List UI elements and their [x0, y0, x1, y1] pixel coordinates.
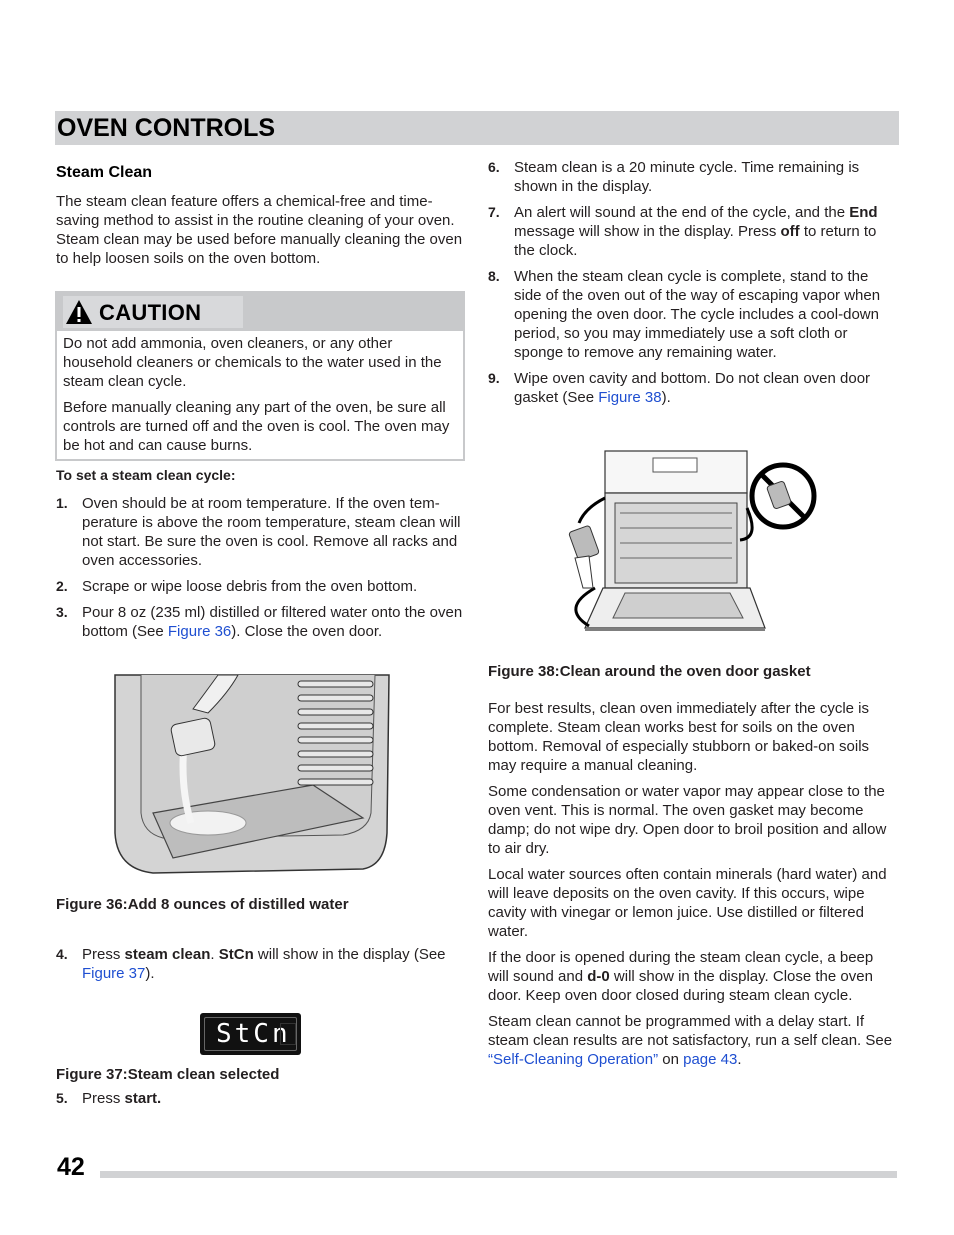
caution-label: CAUTION [99, 299, 202, 325]
display-ghost-digits [280, 1023, 296, 1045]
self-cleaning-link[interactable]: “Self-Cleaning Operation” [488, 1051, 659, 1068]
figure-36-number: Figure 36: [56, 896, 128, 913]
figure-37-link[interactable]: Figure 37 [82, 965, 146, 982]
list-item [488, 369, 898, 407]
figure-36-link[interactable]: Figure 36 [167, 623, 232, 640]
list-item [56, 494, 464, 570]
list-item [56, 577, 464, 596]
paragraph-text: on [658, 1051, 684, 1068]
step-text: An alert will sound at the end of the cycle, and the [514, 204, 850, 221]
steps-list-1 [56, 494, 464, 641]
steps-list-2 [56, 945, 464, 983]
steam-clean-heading: Steam Clean [56, 164, 153, 181]
oven-display [200, 1013, 301, 1055]
step-text: Oven should be at room temperature. If the oven tem-perature is above the room temperature, steam clean will not start. Be sure the oven is cool. Remove all racks and oven accessories. [82, 495, 461, 569]
paragraph-door-opened [488, 948, 898, 1005]
figure-37-caption [56, 1065, 279, 1084]
list-item [56, 945, 464, 983]
stcn-keyword: StCn [218, 946, 254, 963]
figure-37-number: Figure 37: [56, 1066, 128, 1083]
step-text: Pour 8 oz (235 ml) distilled or filtered water onto the oven bottom (See [82, 604, 463, 640]
warning-triangle-icon [65, 298, 93, 326]
step-text: ). Close the oven door. [231, 623, 383, 640]
step-number: 9. [488, 370, 500, 386]
step-number: 1. [56, 495, 68, 511]
list-item [56, 1089, 464, 1108]
page-number: 42 [57, 1153, 85, 1181]
step-text: message will show in the display. Press [514, 223, 781, 240]
step-4-block [56, 945, 464, 990]
end-keyword: End [849, 204, 878, 221]
step-number: 6. [488, 159, 500, 175]
steps-subheading: To set a steam clean cycle: [56, 467, 236, 483]
caution-paragraph-1: Do not add ammonia, oven cleaners, or any other household cleaners or chemicals to the water used in the steam clean cycle. [63, 335, 442, 390]
step-number: 8. [488, 268, 500, 284]
caution-box [55, 291, 465, 461]
step-number: 3. [56, 604, 68, 620]
figure-38-illustration [565, 448, 820, 638]
section-title: OVEN CONTROLS [57, 114, 276, 142]
caution-body [57, 331, 463, 455]
list-item [56, 603, 464, 641]
left-column [56, 163, 464, 275]
figure-36-caption [56, 895, 349, 914]
step-text: Wipe oven cavity and bottom. Do not clean oven door gasket (See [514, 370, 871, 406]
paragraph-condensation: Some condensation or water vapor may appear close to the oven vent. This is normal. The oven gasket may become damp; do not wipe dry. Open door to broil position and allow to air dry. [488, 783, 887, 857]
caution-paragraph-2: Before manually cleaning any part of the oven, be sure all controls are turned off and the oven is cool. The oven may be hot and can cause burns. [63, 399, 450, 454]
step-number: 4. [56, 946, 68, 962]
start-keyword: start. [124, 1090, 162, 1107]
steps-list-3 [56, 1089, 464, 1108]
step-text: ). [145, 965, 155, 982]
step-text: to return to the clock. [514, 223, 877, 259]
section-header [55, 111, 899, 145]
step-text: When the steam clean cycle is complete, stand to the side of the oven out of the way of escaping vapor when opening the oven door. The cycle includes a cool-down period, so you may immediately use a soft cloth or sponge to remove any remaining water. [514, 268, 881, 361]
right-paragraphs [488, 699, 898, 1076]
display-readout: StCn [216, 1019, 291, 1049]
d0-keyword: d-0 [587, 968, 610, 985]
list-item [488, 203, 898, 260]
list-item [488, 267, 898, 362]
paragraph-delay-start [488, 1012, 898, 1069]
step-text: ). [661, 389, 671, 406]
step-number: 5. [56, 1090, 68, 1106]
figure-36-title: Add 8 ounces of distilled water [127, 896, 349, 913]
step-text: will show in the display (See [253, 946, 446, 963]
page-43-link[interactable]: page 43 [683, 1051, 738, 1068]
caution-header [57, 293, 463, 331]
figure-38-caption [488, 662, 811, 681]
footer-rule [100, 1171, 897, 1178]
steam-clean-intro: The steam clean feature offers a chemical-free and time-saving method to assist in the routine cleaning of your oven. Steam clean may be used before manually cleaning the oven to help loosen soils on the oven bottom. [56, 193, 463, 267]
off-keyword: off [780, 223, 800, 240]
figure-38-link[interactable]: Figure 38 [598, 389, 662, 406]
list-item [488, 158, 898, 196]
paragraph-best-results: For best results, clean oven immediately after the cycle is complete. Steam clean works best for soils on the oven bottom. Removal of especially stubborn or baked-on soils may require a manual cleaning. [488, 700, 870, 774]
steps-block-1 [56, 466, 464, 648]
step-5-block [56, 1089, 464, 1115]
figure-37-title: Steam clean selected [127, 1066, 280, 1083]
step-text: Press [82, 1090, 125, 1107]
paragraph-text: If the door is opened during the steam clean cycle, a beep will sound and [488, 949, 874, 985]
figure-36-illustration [113, 673, 391, 877]
figure-38-number: Figure 38: [488, 663, 560, 680]
right-column [488, 158, 898, 414]
figure-38-title: Clean around the oven door gasket [559, 663, 811, 680]
step-text: Press [82, 946, 125, 963]
step-number: 7. [488, 204, 500, 220]
paragraph-text: will show in the display. Close the oven door. Keep oven door closed during steam clean cycle. [488, 968, 873, 1004]
paragraph-text: Steam clean cannot be programmed with a delay start. If steam clean results are not satisfactory, run a self clean. See [488, 1013, 893, 1049]
paragraph-text: . [737, 1051, 742, 1068]
steps-list-4 [488, 158, 898, 407]
step-text: Scrape or wipe loose debris from the oven bottom. [82, 578, 418, 595]
paragraph-hard-water: Local water sources often contain minerals (hard water) and will leave deposits on the oven cavity. If this occurs, wipe cavity with vinegar or lemon juice. Use distilled or filtered water. [488, 866, 887, 940]
step-text: . [210, 946, 219, 963]
step-number: 2. [56, 578, 68, 594]
steam-clean-keyword: steam clean [124, 946, 211, 963]
step-text: Steam clean is a 20 minute cycle. Time remaining is shown in the display. [514, 159, 860, 195]
